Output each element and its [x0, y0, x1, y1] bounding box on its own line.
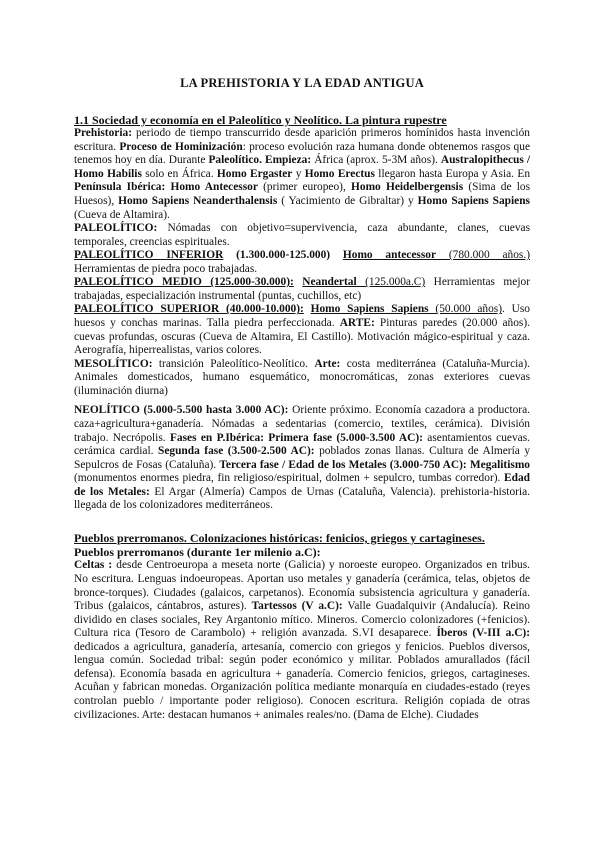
term-homo-ergaster: Homo Ergaster [216, 167, 293, 180]
section-2-subheading: Pueblos prerromanos (durante 1er milenio a.C): [74, 545, 321, 560]
term-homo-antecessor: Homo antecessor [342, 249, 437, 262]
paragraph-prehistoria [74, 127, 530, 222]
term-paleolitico: PALEOLÍTICO: [74, 222, 158, 235]
term-tartessos: Tartessos (V a.C): [251, 600, 343, 613]
term-segunda-fase: Segunda fase (3.500-2.500 AC): [157, 445, 315, 458]
document-title: LA PREHISTORIA Y LA EDAD ANTIGUA [180, 76, 424, 90]
text: desde Centroeuropa a meseta norte (Galicia) y noroeste europeo. Organizados en tribus. No escritura. Lenguas indoeuropeas. Aportan uso metales y ganadería (cerámica, telas, objetos de bronce-torques). Ciudades (galaicos, carpetanos). Economía subsistencia agricultura y ganadería. Tribus (galaicos, cántabros, astures). [74, 559, 530, 613]
document-page [74, 0, 530, 722]
term-iberos: Íberos (V-III a.C): [436, 627, 531, 640]
text: dedicados a agricultura, ganadería, artesanía, comercio con griegos y fenicios. Pueblos diversos, lengua común. Sociedad tribal: según poder económico y militar. Poblados amurallados (fácil defensa). Economía basada en agricultura + ganadería. Comercio fenicios, griegos, cartagineses. Acuñan y fabrican monedas. Organización política mediante monarquía en ciudades-estado (reyes controlan pueblo / importante poder religioso). Conocen escritura. Religión copiada de otras civilizaciones. Arte: destacan humanos + animales reales/no. (Dama de Elche). Ciudades [74, 640, 530, 721]
text: periodo de tiempo transcurrido desde aparición primeros homínidos hasta invención escritura. [74, 127, 530, 153]
section-2-heading: Pueblos prerromanos. Colonizaciones históricas: fenicios, griegos y cartagineses. [74, 530, 485, 545]
term-neandertal: Neandertal [302, 276, 357, 289]
term-australopithecus: Australopithecus / Homo Habilis [74, 154, 530, 180]
term-paleolitico-superior: PALEOLÍTICO SUPERIOR (40.000-10.000): [74, 303, 304, 316]
term-edad-metales: Edad de los Metales: [74, 472, 530, 498]
term-paleolitico-inferior: PALEOLÍTICO INFERIOR [74, 249, 224, 262]
paragraph-neolitico [74, 404, 530, 513]
text: Valle Guadalquivir (Andalucía). Reino dividido en clases sociales, Rey Argantonio mítico. Mineros. Comercio colonizadores (+fenicios). Cultura rica (Tesoro de Carambolo) + religión avanzada. S.VI desaparece. [74, 600, 530, 640]
text: (Sima de los Huesos), [74, 181, 531, 207]
text: y [292, 167, 305, 180]
term-homo-erectus: Homo Erectus [304, 167, 375, 180]
term-peninsula-iberica: Península Ibérica: Homo Antecessor [74, 181, 258, 194]
text: Herramientas de piedra poco trabajadas. [74, 262, 258, 275]
text: Nómadas con objetivo=supervivencia, caza abundante, clanes, cuevas temporales, creencias espirituales. [74, 222, 530, 248]
term-paleolitico-empieza: Paleolítico. Empieza: [208, 154, 312, 167]
text: . Uso huesos y conchas marinas. Talla piedra perfeccionada. [74, 303, 530, 330]
paragraph-paleolitico-inferior [74, 249, 530, 276]
text: (primer europeo), [257, 181, 352, 194]
text: asentamientos cuevas. cerámica cardial. [74, 431, 530, 458]
text: Herramientas mejor trabajadas, especialización instrumental (puntas, cuchillos, etc) [74, 276, 530, 302]
term-celtas: Celtas : [74, 559, 113, 572]
paragraph-mesolitico [74, 358, 530, 399]
term-arte: ARTE: [339, 317, 375, 330]
term-tercera-fase: Tercera fase / Edad de los Metales (3.000-750 AC): Megalitismo [219, 458, 530, 471]
term-heidelbergensis: Homo Heidelbergensis [351, 181, 464, 194]
text: poblados zonas llanas. Cultura de Almería y Sepulcros de Fosas (Cataluña). [74, 445, 531, 471]
term-homo-sapiens-sapiens: Homo Sapiens Sapiens [310, 303, 429, 316]
text: (Cueva de Altamira). [74, 208, 170, 221]
paragraph-paleolitico-superior [74, 303, 530, 357]
text: Oriente próximo. Economía cazadora a productora. caza+agricultura+ganadería. Nómadas a sedentarias (comercio, textiles, cerámica). División trabajo. Necrópolis. [74, 404, 530, 444]
paragraph-paleolitico [74, 222, 530, 249]
term-hominizacion: Proceso de Hominización [119, 140, 243, 153]
term-paleolitico-medio: PALEOLÍTICO MEDIO (125.000-30.000): [74, 276, 294, 289]
text [294, 276, 302, 288]
section-1-heading: 1.1 Sociedad y economía en el Paleolítico y Neolítico. La pintura rupestre [74, 112, 447, 127]
text: solo en África. [141, 167, 217, 180]
text: África (aprox. 5-3M años). [311, 154, 441, 167]
text [304, 303, 311, 315]
text: llegaron hasta Europa y Asia. En [374, 167, 531, 180]
text: (50.000 años) [428, 303, 502, 316]
text: : proceso evolución raza humana donde obtenemos rasgos que tenemos hoy en día. Durante [74, 140, 531, 167]
term-arte: Arte: [314, 357, 341, 370]
term-neolitico: NEOLÍTICO (5.000-5.500 hasta 3.000 AC): [74, 404, 289, 417]
text: transición Paleolítico-Neolítico. [152, 357, 315, 370]
text: ( Yacimiento de Gibraltar) y [277, 194, 418, 207]
date-range: (1.300.000-125.000) [223, 249, 343, 262]
text: costa mediterránea (Cataluña-Murcia). Animales domesticados, humano esquemático, monocromáticas, zonas exteriores cuevas (iluminación diurna) [74, 357, 530, 397]
term-prehistoria: Prehistoria: [74, 127, 132, 140]
term-mesolitico: MESOLÍTICO: [74, 357, 153, 370]
text: (780.000 años.) [436, 249, 530, 262]
text: (monumentos enormes piedra, fin religioso/espiritual, dolmen + sepulcro, tumbas corredor). [74, 472, 505, 485]
text: (125.000a.C) [356, 276, 426, 289]
paragraph-paleolitico-medio [74, 276, 530, 303]
term-sapiens-sapiens: Homo Sapiens Sapiens [417, 194, 530, 207]
term-neanderthalensis: Homo Sapiens Neanderthalensis [118, 194, 278, 207]
text: El Argar (Almería) Campos de Urnas (Cataluña, Valencia). prehistoria-historia. llegada de los colonizadores mediterráneos. [74, 485, 531, 512]
term-primera-fase: Fases en P.Ibérica: Primera fase (5.000-3.500 AC): [169, 431, 423, 444]
paragraph-pueblos [74, 559, 530, 722]
text: Pinturas paredes (20.000 años). cuevas profundas, oscuras (Cueva de Altamira, El Castillo). Motivación mágico-espiritual y caza. Aerografía, hiperrealistas, varios colores. [74, 317, 530, 357]
